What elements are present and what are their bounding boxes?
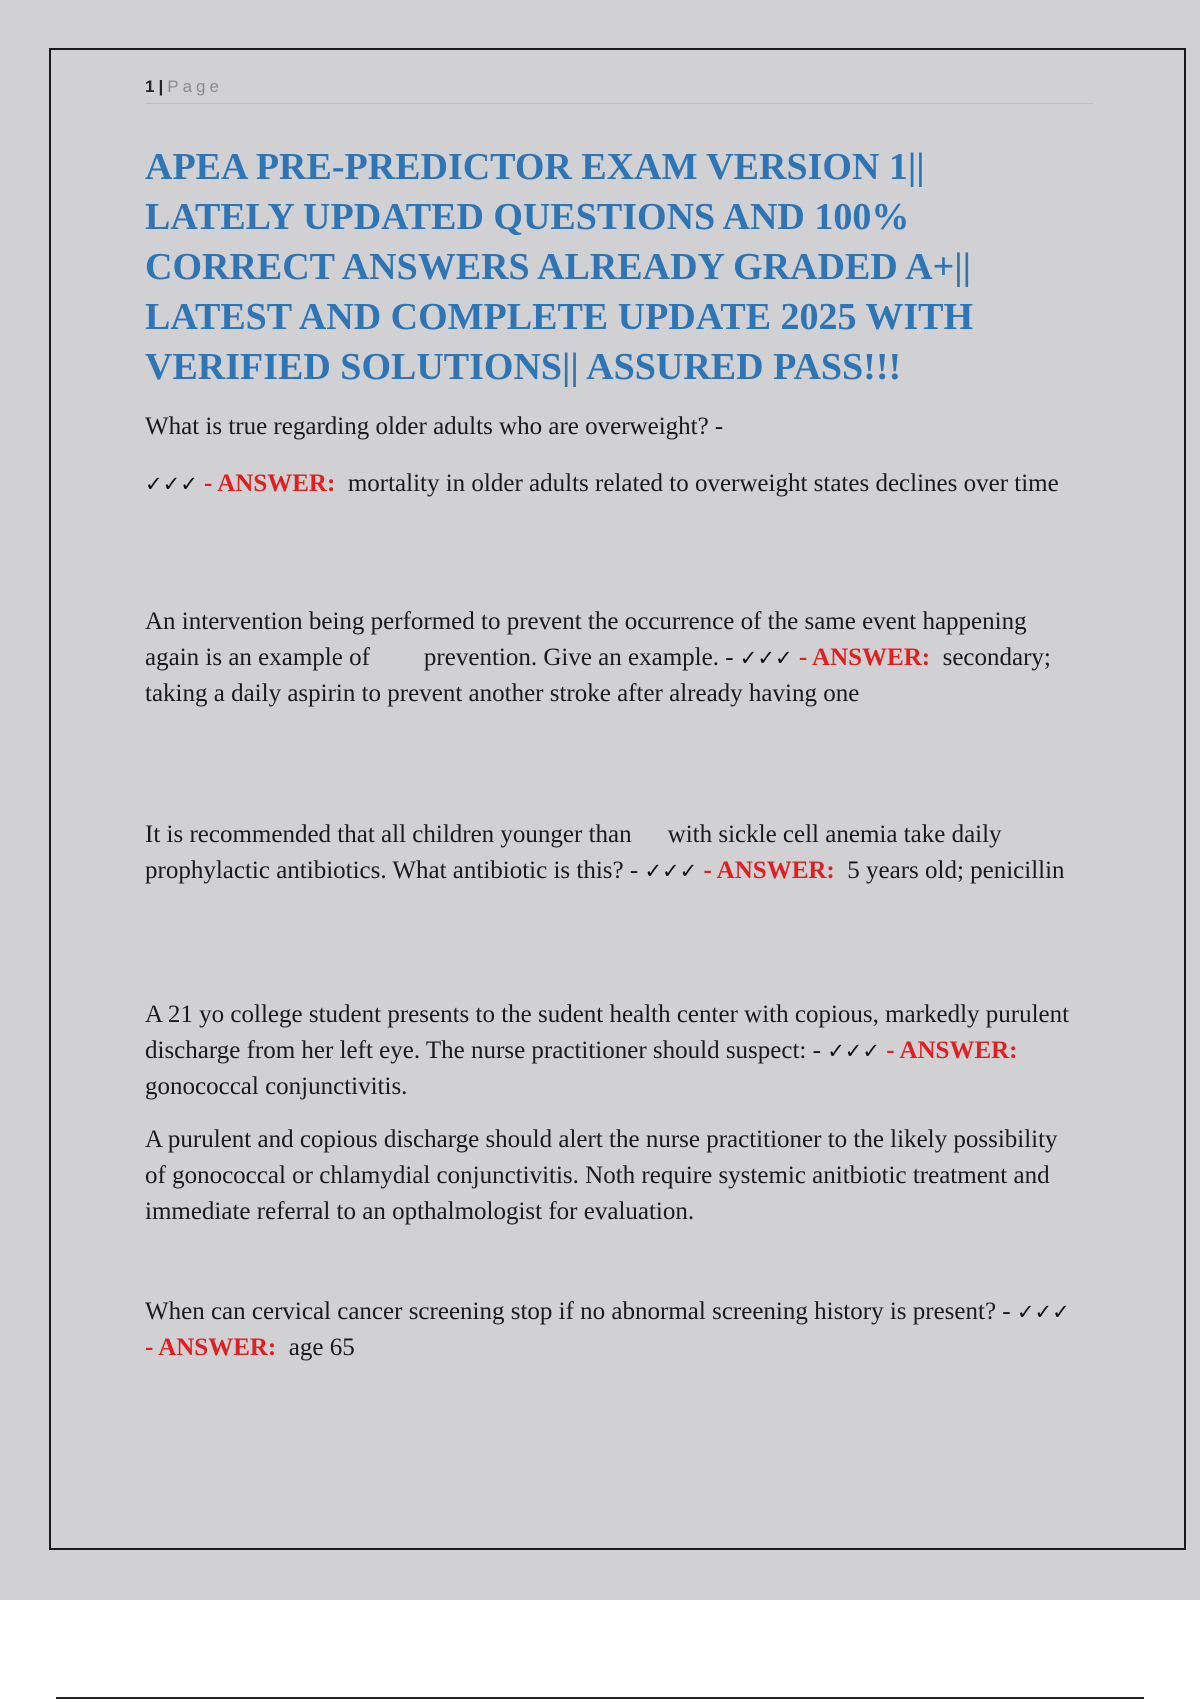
- answer-label: - ANSWER:: [886, 1037, 1018, 1064]
- header-separator: |: [158, 77, 164, 96]
- answer-1: [145, 466, 1075, 502]
- question-text: What is true regarding older adults who are overweight? -: [145, 413, 724, 440]
- answer-text: age 65: [288, 1334, 355, 1361]
- checkmarks-icon: ✓✓✓: [644, 859, 698, 883]
- checkmarks-icon: ✓✓✓: [827, 1039, 880, 1063]
- answer-text: 5 years old; penicillin: [847, 857, 1065, 884]
- question-4: [145, 997, 1075, 1105]
- answer-label: - ANSWER:: [204, 470, 336, 497]
- question-text-part2: prevention. Give an example. -: [423, 644, 734, 671]
- question-text-part1: It is recommended that all children younger than: [145, 821, 632, 848]
- answer-label: - ANSWER:: [145, 1334, 277, 1361]
- page-header: [145, 72, 1093, 104]
- explanation-4: [145, 1122, 1075, 1230]
- next-page-rule: [56, 1697, 1144, 1699]
- question-5: [145, 1294, 1075, 1366]
- checkmarks-icon: ✓✓✓: [739, 646, 793, 670]
- page-number: 1: [145, 77, 155, 96]
- answer-label: - ANSWER:: [703, 857, 835, 884]
- question-3: [145, 817, 1075, 889]
- question-text: A 21 yo college student presents to the sudent health center with copious, markedly purulent discharge from her left eye. The nurse practitioner should suspect: -: [145, 1001, 1070, 1064]
- question-text-part2: with sickle cell anemia take daily prophylactic antibiotics. What antibiotic is this? -: [145, 821, 1002, 884]
- question-1: [145, 409, 1075, 445]
- question-text: When can cervical cancer screening stop if no abnormal screening history is present? -: [145, 1298, 1011, 1325]
- answer-text: mortality in older adults related to overweight states declines over time: [347, 470, 1059, 497]
- question-2: [145, 604, 1075, 712]
- page-word: Page: [167, 77, 223, 96]
- explanation-text: A purulent and copious discharge should alert the nurse practitioner to the likely possibility of gonococcal or chlamydial conjunctivitis. Noth require systemic anitbiotic treatment and immediate referral to an opthalmologist for evaluation.: [145, 1126, 1058, 1225]
- checkmarks-icon: ✓✓✓: [145, 472, 198, 496]
- checkmarks-icon: ✓✓✓: [1016, 1300, 1070, 1324]
- answer-text: secondary; taking a daily aspirin to prevent another stroke after already having one: [145, 644, 1051, 707]
- answer-text: gonococcal conjunctivitis.: [145, 1073, 408, 1100]
- answer-label: - ANSWER:: [798, 644, 931, 671]
- document-title: APEA PRE-PREDICTOR EXAM VERSION 1|| LATELY UPDATED QUESTIONS AND 100% CORRECT ANSWERS ALREADY GRADED A+|| LATEST AND COMPLETE UPDATE 2025 WITH VERIFIED SOLUTIONS|| ASSURED PASS!!!: [145, 146, 974, 388]
- question-text-part1: An intervention being performed to prevent the occurrence of the same event happening again is an example of: [145, 608, 1027, 671]
